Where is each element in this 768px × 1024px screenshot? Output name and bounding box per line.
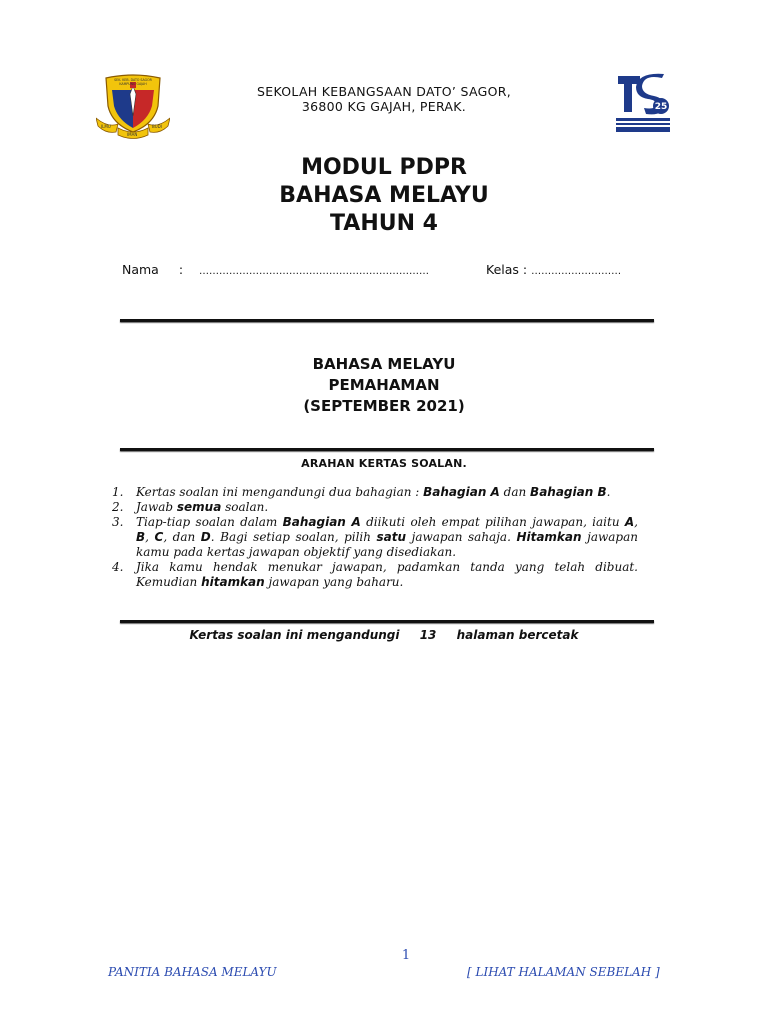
crest-school-name: SEK. KEB. DATO SAGOR [114,78,152,82]
module-title-line3: TAHUN 4 [330,211,438,236]
page-count-prefix: Kertas soalan ini mengandungi [189,628,400,642]
kelas-blank[interactable]: ……………………… [531,266,622,277]
instruction-item [112,485,638,500]
instruction-item [112,500,638,515]
instruction-number: 2. [112,500,124,514]
page-count-suffix: halaman bercetak [456,628,579,642]
subject-line3: (SEPTEMBER 2021) [303,397,465,415]
subject-line1: BAHASA MELAYU [312,355,456,373]
instruction-text: Jawab semua soalan. [136,500,269,514]
kelas-field [486,262,621,277]
divider-rule [120,319,654,322]
instruction-item [112,560,638,590]
module-title-line2: BAHASA MELAYU [279,183,489,208]
instruction-number: 4. [112,560,124,574]
nama-blank[interactable]: …………………………………………………………… [199,266,430,277]
page-number: 1 [401,948,411,963]
subject-line2: PEMAHAMAN [328,376,440,394]
nama-field [122,262,429,277]
nama-label: Nama [122,262,159,277]
module-title-line1: MODUL PDPR [301,155,467,180]
instruction-item [112,515,638,560]
instruction-text: Jika kamu hendak menukar jawapan, padamkan tanda yang telah dibuat. Kemudian hitamkan jawapan yang baharu. [136,560,638,589]
school-address [0,84,768,114]
kelas-label: Kelas : [486,262,528,277]
crest-place-name: KAMPUNG GAJAH [119,82,147,86]
instruction-text: Kertas soalan ini mengandungi dua bahagian : Bahagian A dan Bahagian B. [136,485,611,499]
crest-motto-budi: BUDI [152,124,162,129]
divider-rule [120,448,654,451]
subject-heading [0,354,768,417]
divider-rule [120,620,654,623]
school-postcode-town: 36800 KG GAJAH, PERAK. [301,99,467,114]
instructions-heading: ARAHAN KERTAS SOALAN. [301,457,467,470]
footer-right: [ LIHAT HALAMAN SEBELAH ] [467,965,660,979]
instruction-number: 3. [112,515,124,529]
page-count-value: 13 [419,628,437,642]
nama-colon: : [178,262,184,277]
school-name: SEKOLAH KEBANGSAAN DATO’ SAGOR, [257,84,511,99]
instruction-number: 1. [112,485,124,499]
instruction-text: Tiap-tiap soalan dalam Bahagian A diikuti oleh empat pilihan jawapan, iaitu A, B, C, dan D. Bagi setiap soalan, pilih satu jawapan sahaja. Hitamkan jawapan kamu pada kertas jawapan objektif yang disediakan. [136,515,638,559]
page-count-note [0,628,768,642]
footer-left: PANITIA BAHASA MELAYU [108,965,277,979]
crest-motto-ilmu: ILMU [101,124,111,129]
crest-motto-iman: IMAN [127,132,138,137]
instructions-list [112,485,638,590]
logo-anniversary-number: 25 [654,102,668,112]
module-title [0,154,768,238]
